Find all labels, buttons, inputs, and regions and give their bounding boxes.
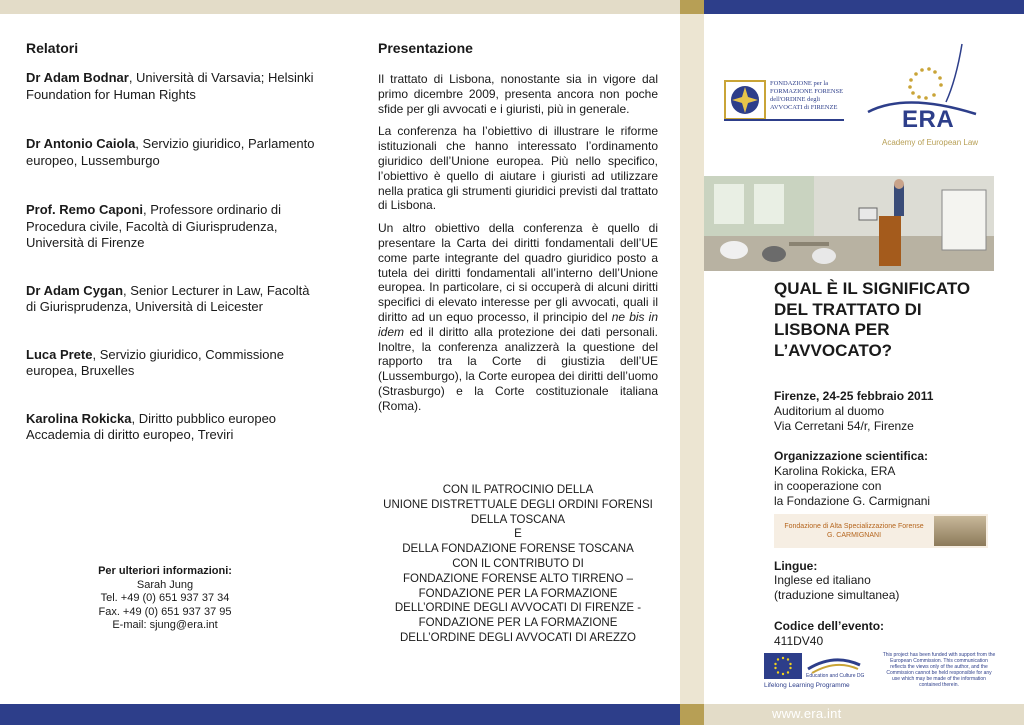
bottom-band-tan — [704, 704, 1024, 725]
speaker-name: Luca Prete — [26, 346, 93, 362]
event-code-value: 411DV40 — [774, 633, 824, 648]
speaker-affiliation: , Diritto pubblico europeo Accademia di diritto europeo, Treviri — [26, 410, 277, 442]
era-logo-text: ERA — [902, 106, 955, 133]
llp-label: Lifelong Learning Programme — [764, 682, 850, 689]
speaker-affiliation: , Senior Lecturer in Law, Facoltà di Giurisprudenza, Università di Leicester — [26, 282, 310, 314]
conference-room-image — [704, 176, 994, 271]
top-band-navy — [704, 0, 1024, 14]
patronage-line: CON IL PATROCINIO DELLA — [442, 484, 594, 496]
speaker-entry — [26, 136, 316, 169]
patronage-line: FONDAZIONE PER LA FORMAZIONE — [418, 587, 618, 600]
patronage-line: CON IL CONTRIBUTO DI — [452, 557, 584, 570]
speaker-affiliation: , Servizio giuridico, Commissione europea, Bruxelles — [26, 346, 284, 378]
venue-line: Auditorium al duomo — [774, 403, 885, 418]
organisation-block: Organizzazione scientifica: Karolina Rokicka, ERA in cooperazione con la Fondazione G. Carmignani — [774, 449, 931, 508]
speaker-entry — [26, 202, 316, 252]
speaker-affiliation: , Professore ordinario di Procedura civile, Facoltà di Giurisprudenza, Università di Firenze — [26, 202, 282, 250]
top-band-tan — [0, 0, 680, 14]
latin-phrase: ne bis in idem — [378, 309, 658, 339]
speaker-name: Prof. Remo Caponi — [26, 202, 144, 217]
speaker-entry — [26, 283, 316, 316]
building-image — [934, 516, 986, 546]
presentation-paragraph: Un altro obiettivo della conferenza è quello di presentare la Carta dei diritti fondamentali dell’UE come parte integrante del quadro giuridico posto a tutela dei diritti fondamentali all’interno dell’Unione europea. In particolare, ci si occuperà di alcuni diritti specifici di elevato interesse per gli avvocati, quali il diritto ad un equo processo, il principio del ne bis in idem ed il diritto alla protezione dei dati personali. Inoltre, la conferenza analizzerà la questione del rapporto tra la Corte di giustizia dell’UE (Lussemburgo), la Corte europea dei diritti dell’uomo (Strasburgo) e la Corte costituzionale italiana (Roma). — [378, 221, 658, 413]
contact-block — [60, 565, 270, 633]
top-band-gold — [680, 0, 704, 14]
fondazione-logo-text: FONDAZIONE per la FORMAZIONE FORENSE dell'ORDINE degli AVVOCATI di FIRENZE — [770, 80, 844, 111]
speakers-heading: Relatori — [26, 40, 79, 56]
conference-photo — [704, 176, 994, 271]
speaker-entry — [26, 347, 316, 380]
speaker-entry — [26, 411, 316, 444]
speaker-affiliation: , Università di Varsavia; Helsinki Foundation for Human Rights — [26, 70, 314, 102]
carmignani-logo: Fondazione di Alta Specializzazione Forense G. CARMIGNANI — [774, 514, 988, 548]
speaker-name: Dr Adam Bodnar — [26, 70, 129, 85]
era-logo-subtitle: Academy of European Law — [882, 138, 979, 147]
compass-star-icon — [726, 82, 764, 118]
speaker-entry — [26, 70, 316, 103]
venue-line: Via Cerretani 54/r, Firenze — [774, 418, 914, 433]
contact-heading: Per ulteriori informazioni: — [98, 565, 232, 577]
fondazione-logo-underline — [724, 119, 844, 121]
presentation-column — [378, 40, 658, 422]
patronage-line: E — [514, 528, 522, 541]
contact-email[interactable]: E-mail: sjung@era.int — [112, 619, 218, 631]
event-details — [774, 389, 1004, 433]
languages-heading: Lingue: — [774, 558, 818, 573]
patronage-line: FONDAZIONE PER LA FORMAZIONE — [418, 617, 618, 630]
contact-fax: Fax. +49 (0) 651 937 37 95 — [98, 605, 232, 618]
event-code-block — [774, 619, 1004, 649]
patronage-block — [378, 483, 658, 646]
patronage-line: FONDAZIONE FORENSE ALTO TIRRENO – — [402, 572, 634, 585]
fondazione-logo-emblem — [724, 80, 766, 120]
presentation-heading: Presentazione — [378, 40, 473, 56]
speaker-affiliation: , Servizio giuridico, Parlamento europeo, Lussemburgo — [26, 136, 315, 168]
organisation-heading: Organizzazione scientifica: — [774, 449, 929, 464]
patronage-line: DELLA TOSCANA — [470, 513, 566, 526]
contact-name: Sarah Jung — [136, 578, 194, 591]
patronage-line: DELLA FONDAZIONE FORENSE TOSCANA — [402, 543, 634, 556]
speaker-name: Dr Antonio Caiola — [26, 136, 136, 151]
education-culture-label: Education and Culture DG — [806, 673, 865, 679]
fold-strip — [680, 14, 704, 704]
website-url[interactable]: www.era.int — [772, 706, 842, 721]
bottom-band-navy — [0, 704, 680, 725]
bottom-band-gold — [680, 704, 704, 725]
eu-disclaimer: This project has been funded with support from the European Commission. This communication reflects the views only of the author, and the Commission cannot be held responsible for any use which may be made of the information contained therein. — [882, 652, 996, 688]
speaker-name: Dr Adam Cygan — [26, 282, 124, 298]
event-code-heading: Codice dell’evento: — [774, 618, 885, 633]
patronage-line: UNIONE DISTRETTUALE DEGLI ORDINI FORENSI — [383, 498, 653, 511]
speakers-column — [26, 40, 316, 444]
speaker-name: Karolina Rokicka — [26, 410, 132, 426]
cover-title: QUAL È IL SIGNIFICATO DEL TRATTATO DI LISBONA PER L’AVVOCATO? — [774, 279, 971, 360]
patronage-line: DELL’ORDINE DEGLI AVVOCATI DI AREZZO — [399, 631, 637, 644]
contact-phone: Tel. +49 (0) 651 937 37 34 — [100, 592, 230, 604]
event-date: Firenze, 24-25 febbraio 2011 — [774, 389, 934, 403]
presentation-paragraph: Il trattato di Lisbona, nonostante sia in vigore dal primo dicembre 2009, presenta ancora non poche sfide per gli avvocati e i giuristi, più in generale. — [378, 72, 658, 116]
presentation-paragraph: La conferenza ha l’obiettivo di illustrare le riforme istituzionali che hanno interessato l’ordinamento giuridico dell’Unione europea. Più nello specifico, l’obiettivo è quello di aiutare i giuristi ad utilizzare nella pratica gli strumenti giuridici previsti dal trattato di Lisbona. — [378, 124, 658, 213]
cover-column — [774, 279, 1004, 649]
patronage-line: DELL’ORDINE DEGLI AVVOCATI DI FIRENZE - — [394, 602, 642, 615]
languages-block: Lingue: Inglese ed italiano (traduzione simultanea) — [774, 558, 900, 603]
eu-flag-icon — [764, 653, 802, 679]
